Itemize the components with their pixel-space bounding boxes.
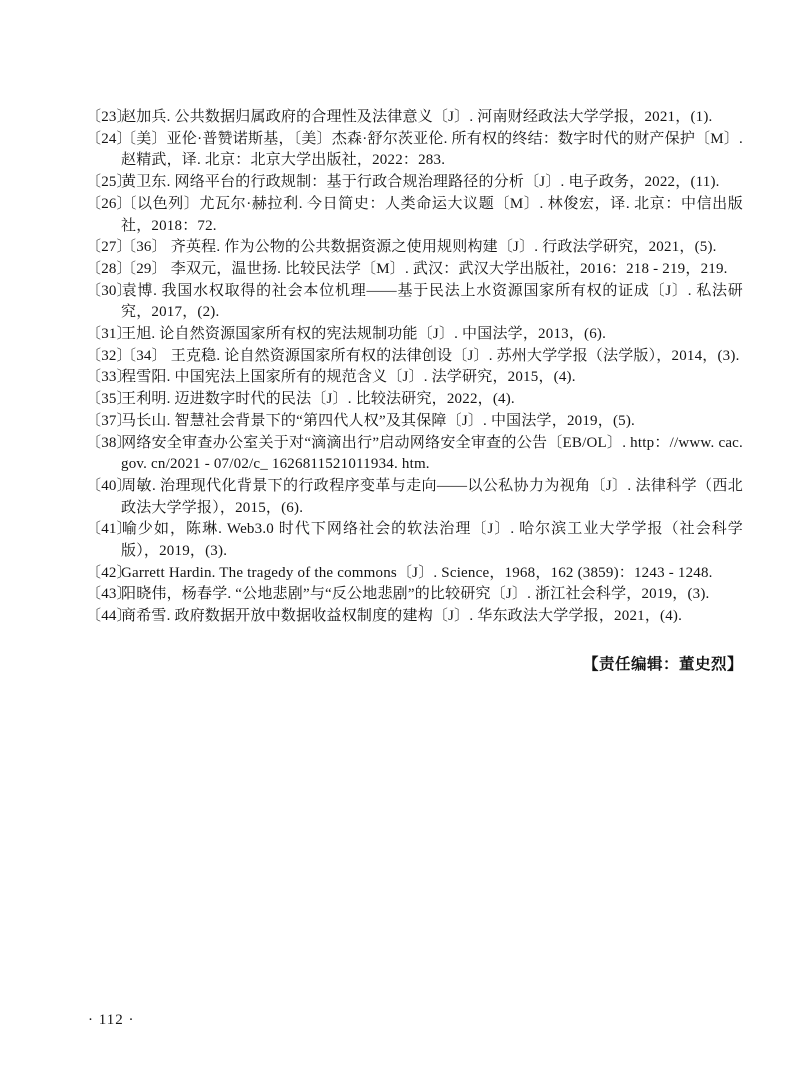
reference-label: 〔30〕 [86,282,132,299]
reference-text: 喻少如，陈琳. Web3.0 时代下网络社会的软法治理〔J〕. 哈尔滨工业大学学报（社会科学版），2019，(3). [121,521,743,560]
reference-text: 王旭. 论自然资源国家所有权的宪法规制功能〔J〕. 中国法学，2013，(6). [121,326,607,343]
reference-item [86,346,743,368]
reference-label: 〔32〕 [86,347,132,364]
reference-item [86,476,743,519]
reference-text: 阳晓伟，杨春学. “公地悲剧”与“反公地悲剧”的比较研究〔J〕. 浙江社会科学，2019，(3). [121,586,710,603]
reference-label: 〔38〕 [86,434,132,451]
reference-item [86,194,743,237]
reference-text: 马长山. 智慧社会背景下的“第四代人权”及其保障〔J〕. 中国法学，2019，(5). [121,412,635,429]
reference-item [86,367,743,389]
reference-text: 〔29〕 李双元，温世扬. 比较民法学〔M〕. 武汉：武汉大学出版社，2016：218 - 219，219. [121,260,728,277]
reference-label: 〔25〕 [86,174,132,191]
reference-text: 〔以色列〕尤瓦尔·赫拉利. 今日简史：人类命运大议题〔M〕. 林俊宏，译. 北京：中信出版社，2018：72. [121,195,743,234]
reference-text: 〔34〕 王克稳. 论自然资源国家所有权的法律创设〔J〕. 苏州大学学报（法学版），2014，(3). [121,347,740,364]
reference-text: 商希雪. 政府数据开放中数据收益权制度的建构〔J〕. 华东政法大学学报，2021，(4). [121,608,683,625]
reference-label: 〔42〕 [86,564,132,581]
reference-label: 〔31〕 [86,326,132,343]
reference-text: 〔美〕亚伦·普赞诺斯基，〔美〕杰森·舒尔茨亚伦. 所有权的终结：数字时代的财产保护〔M〕. 赵精武，译. 北京：北京大学出版社，2022：283. [121,130,743,169]
reference-item [86,411,743,433]
page-number: · 112 · [88,1012,135,1028]
reference-text: 网络安全审查办公室关于对“滴滴出行”启动网络安全审查的公告〔EB/OL〕. http：//www. cac. gov. cn/2021 - 07/02/c_ 1626811521011934. htm. [121,434,743,473]
reference-item [86,281,743,324]
reference-label: 〔43〕 [86,586,132,603]
reference-text: Garrett Hardin. The tragedy of the commons〔J〕. Science，1968，162 (3859)：1243 - 1248. [121,564,713,581]
reference-text: 赵加兵. 公共数据归属政府的合理性及法律意义〔J〕. 河南财经政法大学学报，2021，(1). [121,109,713,125]
reference-item [86,324,743,346]
reference-label: 〔41〕 [86,521,132,538]
reference-text: 袁博. 我国水权取得的社会本位机理——基于民法上水资源国家所有权的证成〔J〕. 私法研究，2017，(2). [121,282,743,321]
reference-item [86,172,743,194]
reference-label: 〔35〕 [86,391,132,408]
reference-item [86,563,743,585]
reference-label: 〔28〕 [86,260,132,277]
reference-label: 〔27〕 [86,239,132,256]
reference-item [86,584,743,606]
reference-item [86,389,743,411]
reference-item [86,433,743,476]
reference-item [86,107,743,129]
reference-label: 〔33〕 [86,369,132,386]
reference-text: 黄卫东. 网络平台的行政规制：基于行政合规治理路径的分析〔J〕. 电子政务，2022，(11). [121,174,720,191]
reference-label: 〔40〕 [86,477,132,494]
reference-label: 〔24〕 [86,130,132,147]
reference-item [86,606,743,628]
reference-item [86,237,743,259]
reference-label: 〔37〕 [86,412,132,429]
editor-note: 【责任编辑：董史烈】 [582,655,743,673]
reference-label: 〔23〕 [86,109,132,125]
reference-item [86,129,743,172]
reference-text: 周敏. 治理现代化背景下的行政程序变革与走向——以公私协力为视角〔J〕. 法律科学（西北政法大学学报），2015，(6). [121,477,743,516]
reference-list [86,107,743,674]
reference-item [86,259,743,281]
reference-label: 〔44〕 [86,608,132,625]
reference-text: 〔36〕 齐英程. 作为公物的公共数据资源之使用规则构建〔J〕. 行政法学研究，2021，(5). [121,239,717,256]
reference-text: 王利明. 迈进数字时代的民法〔J〕. 比较法研究，2022，(4). [121,391,515,408]
reference-label: 〔26〕 [86,195,132,212]
reference-item [86,519,743,562]
reference-text: 程雪阳. 中国宪法上国家所有的规范含义〔J〕. 法学研究，2015，(4). [121,369,576,386]
